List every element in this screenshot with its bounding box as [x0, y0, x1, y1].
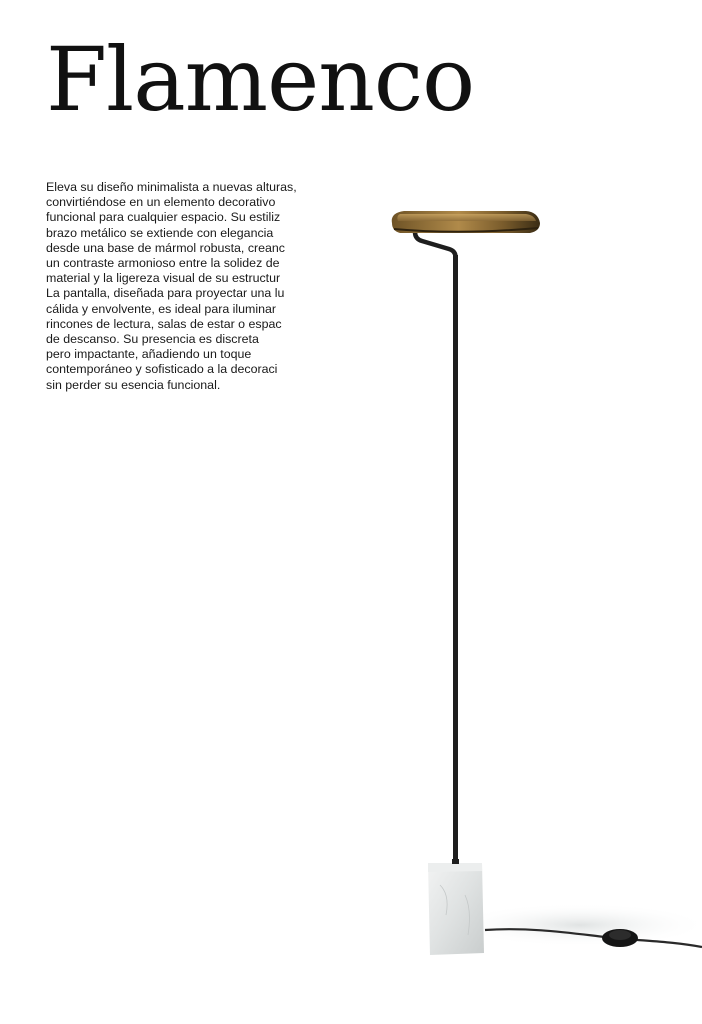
description-line: desde una base de mármol robusta, creanc [46, 240, 286, 255]
marble-base [428, 863, 484, 955]
product-title: Flamenco [46, 28, 475, 131]
description-line: pero impactante, añadiendo un toque [46, 347, 252, 362]
description-line: sin perder su esencia funcional. [46, 377, 221, 392]
description-line: material y la ligereza visual de su estructur [46, 271, 281, 286]
description-line: un contraste armonioso entre la solidez de [46, 256, 280, 271]
description-line: rincones de lectura, salas de estar o espac [46, 316, 282, 331]
lamp-pole [453, 255, 458, 865]
description-line: La pantalla, diseñada para proyectar una lu [46, 286, 285, 301]
description-line: Eleva su diseño minimalista a nuevas alturas, [46, 180, 297, 194]
floor-lamp-image [380, 195, 702, 975]
description-line: contemporáneo y sofisticado a la decoraci [46, 362, 278, 377]
description-line: de descanso. Su presencia es discreta [46, 332, 259, 347]
floor-shadow [450, 903, 702, 947]
description-line: convirtiéndose en un elemento decorativo [46, 195, 276, 210]
description-line: funcional para cualquier espacio. Su estiliz [46, 210, 281, 225]
description-line: brazo metálico se extiende con elegancia [46, 225, 274, 240]
description-line: cálida y envolvente, es ideal para iluminar [46, 301, 277, 316]
product-description [46, 180, 301, 393]
